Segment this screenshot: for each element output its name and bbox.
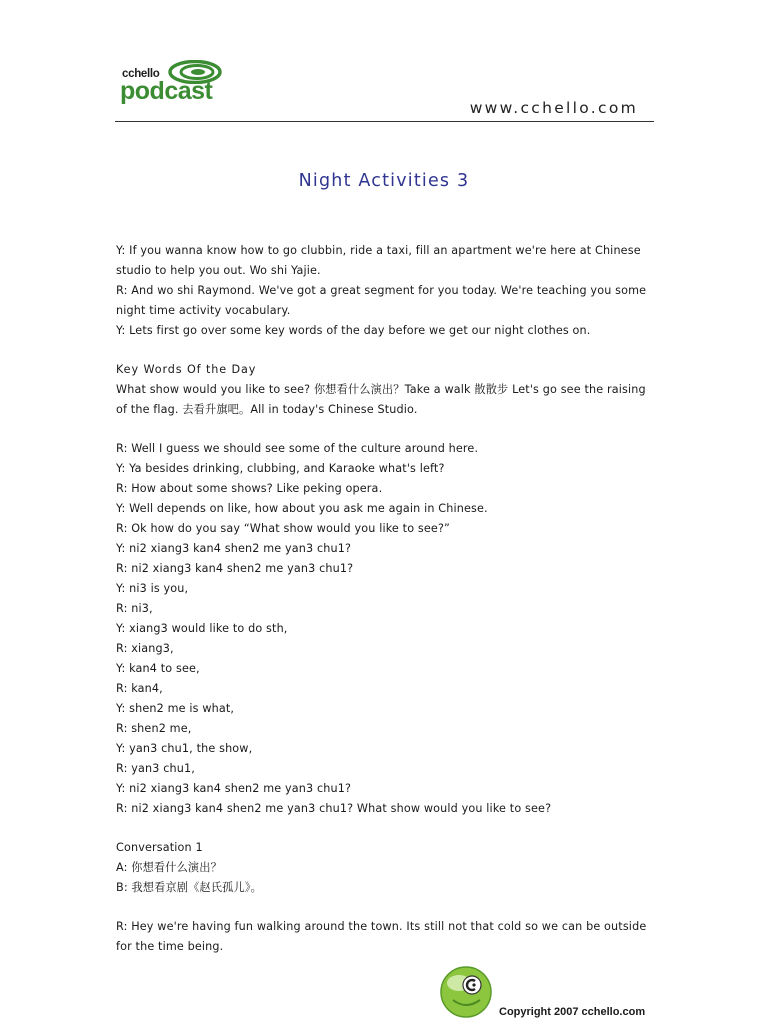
- intro-line: studio to help you out. Wo shi Yajie.: [116, 264, 321, 277]
- document-title: Night Activities 3: [298, 171, 470, 191]
- dialogue-line: Y: shen2 me is what,: [116, 702, 235, 715]
- conversation-heading: Conversation 1: [116, 841, 203, 854]
- closing-line: for the time being.: [116, 940, 224, 953]
- dialogue-line: R: shen2 me,: [116, 722, 192, 735]
- dialogue-line: R: yan3 chu1,: [116, 762, 195, 775]
- logo-big-text: podcast: [120, 77, 213, 105]
- dialogue-line: R: ni2 xiang3 kan4 shen2 me yan3 chu1?: [116, 562, 354, 575]
- dialogue-line: R: xiang3,: [116, 642, 174, 655]
- spacer: [116, 898, 656, 917]
- dialogue-line: Y: ni2 xiang3 kan4 shen2 me yan3 chu1?: [116, 542, 352, 555]
- dialogue-line: Y: xiang3 would like to do sth,: [116, 622, 288, 635]
- conversation-line: B: 我想看京剧《赵氏孤儿》。: [116, 881, 262, 894]
- copyright-text: Copyright 2007 cchello.com: [499, 1006, 646, 1018]
- dialogue-line: Y: yan3 chu1, the show,: [116, 742, 253, 755]
- intro-line: Y: Lets first go over some key words of the day before we get our night clothes on.: [116, 324, 591, 337]
- spacer: [116, 819, 656, 838]
- transcript-body: [116, 241, 656, 957]
- dialogue-line: Y: Ya besides drinking, clubbing, and Karaoke what's left?: [116, 462, 445, 475]
- dialogue-line: R: ni3,: [116, 602, 153, 615]
- dialogue-line: Y: ni2 xiang3 kan4 shen2 me yan3 chu1?: [116, 782, 352, 795]
- spacer: [116, 420, 656, 439]
- dialogue-line: R: Ok how do you say “What show would you like to see?”: [116, 522, 450, 535]
- dialogue-line: R: How about some shows? Like peking opera.: [116, 482, 383, 495]
- header-divider: [115, 121, 654, 122]
- conversation-line: A: 你想看什么演出？: [116, 861, 222, 874]
- cchello-podcast-logo: [120, 58, 230, 110]
- dialogue-line: R: Well I guess we should see some of the culture around here.: [116, 442, 479, 455]
- keywords-line: What show would you like to see? 你想看什么演出？Take a walk 散散步 Let's go see the raising: [116, 383, 646, 396]
- dialogue-line: Y: ni3 is you,: [116, 582, 189, 595]
- cchello-badge-icon: [437, 962, 495, 1020]
- keywords-heading: Key Words Of the Day: [116, 363, 257, 376]
- closing-line: R: Hey we're having fun walking around the town. Its still not that cold so we can be outside: [116, 920, 647, 933]
- dialogue-line: Y: Well depends on like, how about you ask me again in Chinese.: [116, 502, 488, 515]
- dialogue-line: Y: kan4 to see,: [116, 662, 200, 675]
- site-url: www.cchello.com: [469, 99, 638, 117]
- spacer: [116, 341, 656, 360]
- intro-line: night time activity vocabulary.: [116, 304, 291, 317]
- keywords-line: of the flag. 去看升旗吧。All in today's Chinese Studio.: [116, 403, 418, 416]
- intro-line: Y: If you wanna know how to go clubbin, ride a taxi, fill an apartment we're here at Chinese: [116, 244, 641, 257]
- dialogue-line: R: kan4,: [116, 682, 163, 695]
- intro-line: R: And wo shi Raymond. We've got a great segment for you today. We're teaching you some: [116, 284, 647, 297]
- logo-small-text: cchello: [122, 68, 160, 80]
- dialogue-line: R: ni2 xiang3 kan4 shen2 me yan3 chu1? What show would you like to see?: [116, 802, 552, 815]
